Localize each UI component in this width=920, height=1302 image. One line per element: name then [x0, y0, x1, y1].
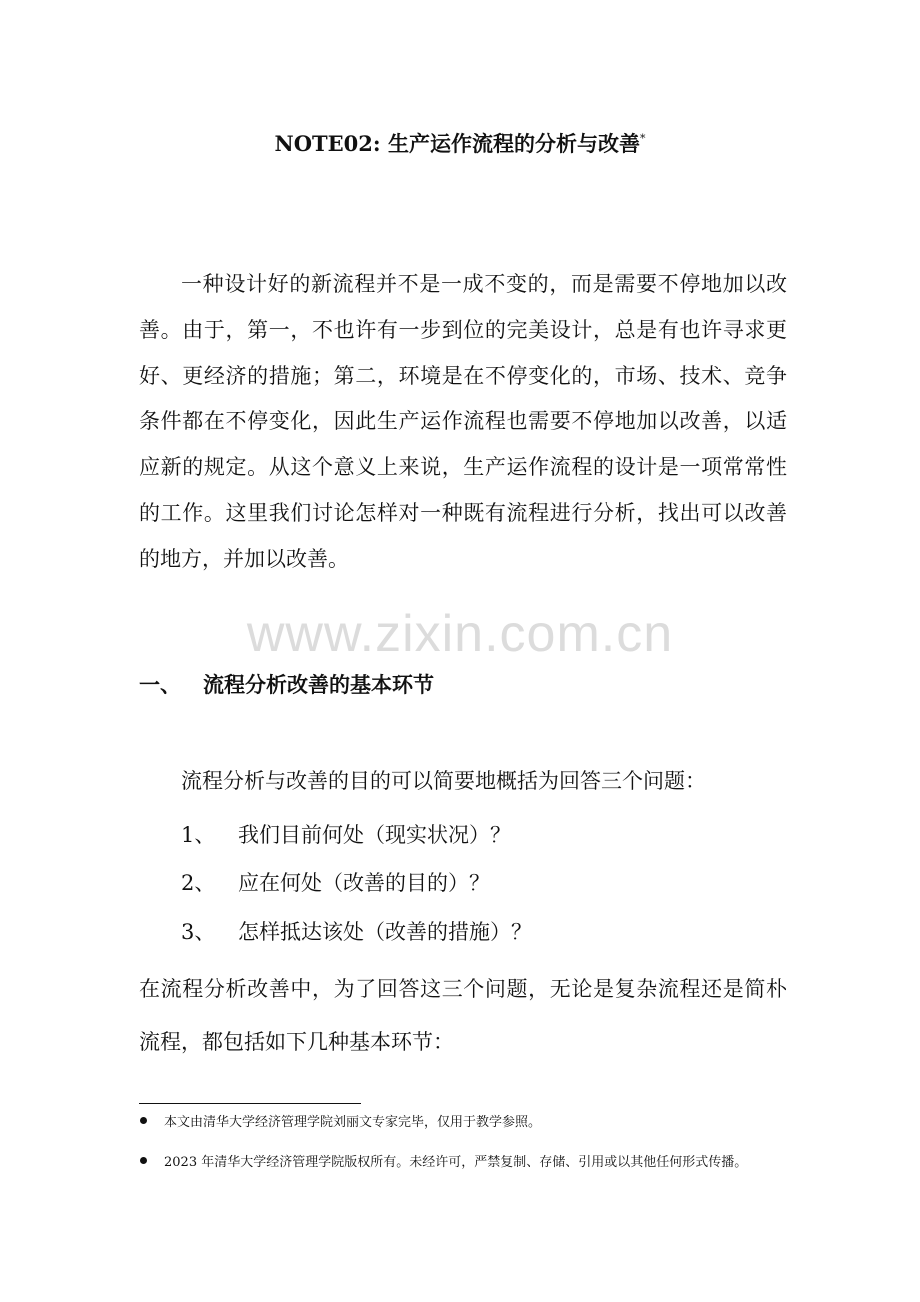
- section-title: 流程分析改善的基本环节: [203, 672, 434, 697]
- bullet-icon: [140, 1157, 147, 1164]
- footnote-item: [140, 1154, 747, 1172]
- question-number: 3、: [181, 920, 216, 944]
- footnote-text: 本文由清华大学经济管理学院刘丽文专家完毕，仅用于教学参照。: [164, 1115, 542, 1130]
- document-title: [0, 124, 920, 159]
- question-text: 我们目前何处（现实状况）？: [238, 823, 511, 847]
- closing-paragraph: 在流程分析改善中，为了回答这三个问题，无论是复杂流程还是简朴流程，都包括如下几种基本环节：: [139, 977, 787, 1054]
- question-item: [181, 820, 511, 850]
- questions-intro: 流程分析与改善的目的可以简要地概括为回答三个问题：: [181, 769, 706, 793]
- section-number: 一、: [139, 672, 181, 697]
- section-heading: [139, 670, 434, 700]
- intro-paragraph: 一种设计好的新流程并不是一成不变的，而是需要不停地加以改善。由于，第一，不也许有一步到位的完美设计，总是有也许寻求更好、更经济的措施；第二，环境是在不停变化的，市场、技术、竞争条件都在不停变化，因此生产运作流程也需要不停地加以改善，以适应新的规定。从这个意义上来说，生产运作流程的设计是一项常常性的工作。这里我们讨论怎样对一种既有流程进行分析，找出可以改善的地方，并加以改善。: [139, 272, 787, 571]
- footnote-item: [140, 1114, 541, 1132]
- title-footnote-marker: *: [639, 132, 646, 145]
- footnote-text: 2023 年清华大学经济管理学院版权所有。未经许可，严禁复制、存储、引用或以其他任何形式传播。: [164, 1155, 748, 1170]
- document-title-text: NOTE02: 生产运作流程的分析与改善: [274, 131, 640, 156]
- question-item: [181, 917, 532, 947]
- question-item: [181, 868, 490, 898]
- bullet-icon: [140, 1117, 147, 1124]
- question-text: 应在何处（改善的目的）？: [238, 871, 490, 895]
- watermark: www.zixin.com.cn: [246, 605, 674, 663]
- question-number: 1、: [181, 823, 216, 847]
- question-number: 2、: [181, 871, 216, 895]
- question-text: 怎样抵达该处（改善的措施）？: [238, 920, 532, 944]
- footnote-separator: [139, 1103, 361, 1104]
